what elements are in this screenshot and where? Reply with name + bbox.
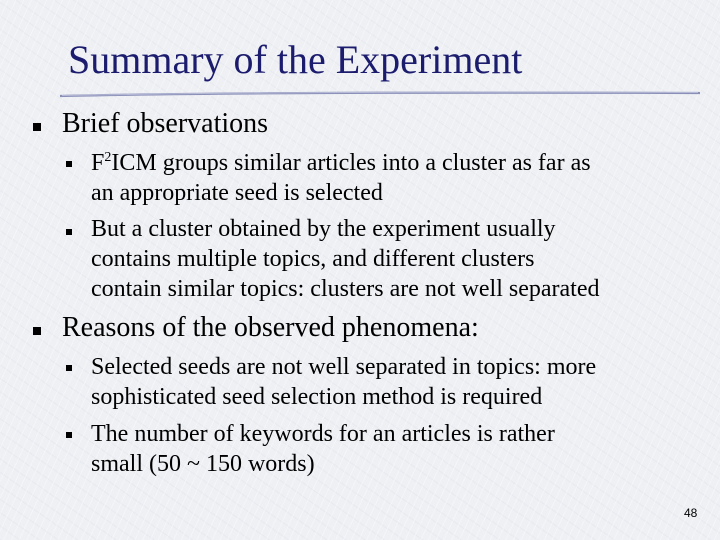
observation-item-1 <box>91 148 701 208</box>
reason-item-2 <box>91 419 701 479</box>
observation-item-2-line-2: contains multiple topics, and different clusters <box>91 246 535 272</box>
square-bullet-icon <box>66 161 72 167</box>
observation-item-2 <box>91 214 701 304</box>
observation-item-1-line-2: an appropriate seed is selected <box>91 180 383 206</box>
square-bullet-icon <box>66 229 72 235</box>
title-underline <box>0 84 720 102</box>
f2icm-prefix: F <box>91 150 105 176</box>
observation-item-1-line-1 <box>91 148 701 178</box>
observation-item-1-text: ICM groups similar articles into a cluster as far as <box>111 150 591 176</box>
section-heading-reasons: Reasons of the observed phenomena: <box>62 312 479 343</box>
square-bullet-icon <box>66 365 72 371</box>
reason-item-2-line-2: small (50 ~ 150 words) <box>91 451 315 477</box>
slide-title: Summary of the Experiment <box>68 37 523 82</box>
reason-item-1 <box>91 352 701 412</box>
section-heading-observations: Brief observations <box>62 108 269 139</box>
reason-item-1-line-1: Selected seeds are not well separated in topics: more <box>91 354 597 380</box>
square-bullet-icon <box>33 327 41 335</box>
square-bullet-icon <box>66 432 72 438</box>
reason-item-1-line-2: sophisticated seed selection method is required <box>91 384 543 410</box>
page-number: 48 <box>684 506 698 520</box>
reason-item-2-line-1: The number of keywords for an articles is rather <box>91 421 555 447</box>
observation-item-2-line-1: But a cluster obtained by the experiment usually <box>91 216 556 242</box>
observation-item-2-line-3: contain similar topics: clusters are not well separated <box>91 276 600 302</box>
f2icm-superscript: 2 <box>104 150 112 165</box>
square-bullet-icon <box>33 123 41 131</box>
